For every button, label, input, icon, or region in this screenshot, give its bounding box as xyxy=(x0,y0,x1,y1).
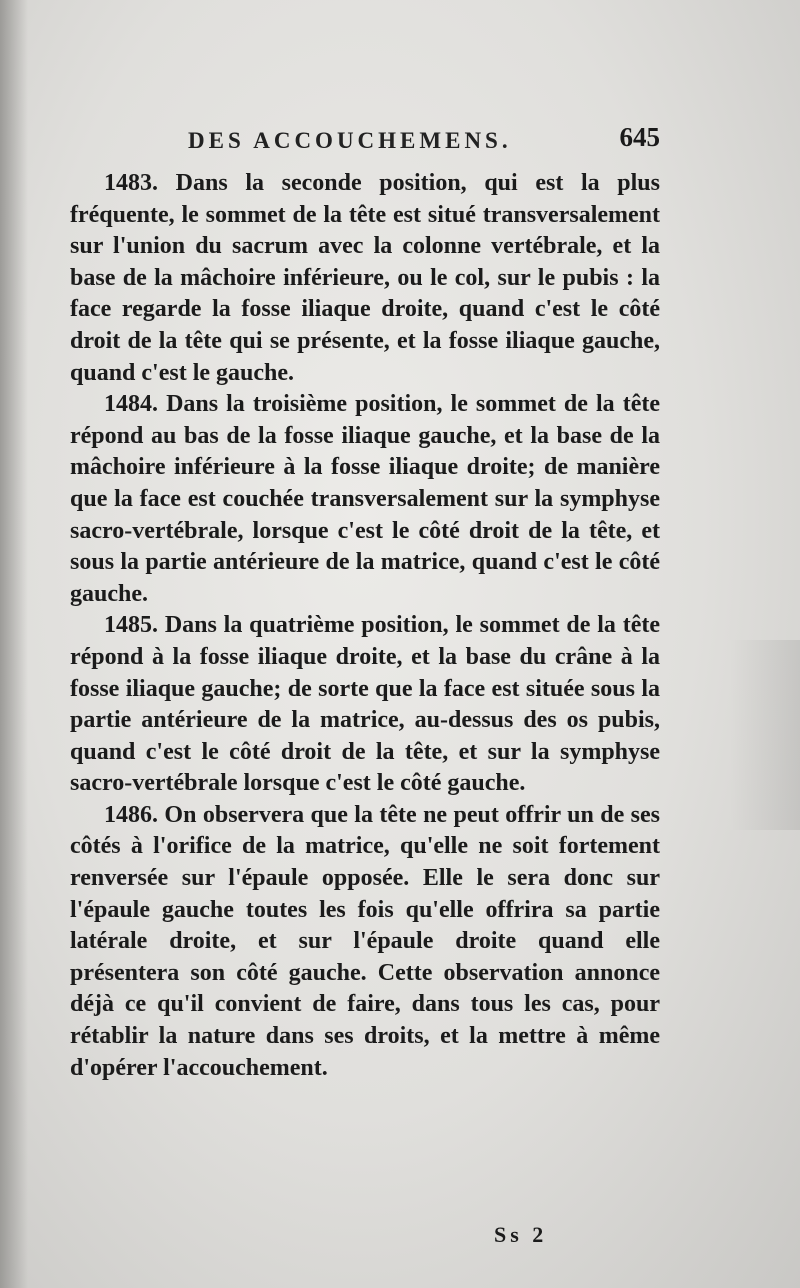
paragraph-number: 1485. xyxy=(104,612,158,639)
page-header xyxy=(70,122,670,164)
paragraph-1483 xyxy=(70,168,660,389)
running-title: DES ACCOUCHEMENS. xyxy=(188,128,512,153)
paragraph-1485 xyxy=(70,610,660,800)
paragraph-1484 xyxy=(70,389,660,610)
paragraph-number: 1483. xyxy=(104,170,158,196)
paragraph-number: 1484. xyxy=(104,391,158,418)
signature-mark: Ss 2 xyxy=(494,1222,548,1247)
paragraph-1486 xyxy=(70,800,660,1084)
page-number: 645 xyxy=(619,122,660,152)
paragraph-text: Dans la troisième position, le sommet de la tête répond au bas de la fosse iliaque gauche, et la base de la mâchoire inférieure à la fosse iliaque droite; de manière que la face est couchée transversalement sur la symphyse sacro-vertébrale, lorsque c'est le côté droit de la tête, et sous la partie antérieure de la matrice, quand c'est le côté gauche. xyxy=(70,391,661,607)
paragraph-text: Dans la quatrième position, le sommet de la tête répond à la fosse iliaque droite, et la base du crâne à la fosse iliaque gauche; de sorte que la face est située sous la partie antérieure de la matrice, au-dessus des os pubis, quand c'est le côté droit de la tête, et sur la symphyse sacro-vertébrale lorsque c'est le côté gauche. xyxy=(70,612,660,797)
body-text xyxy=(70,168,660,1084)
paragraph-number: 1486. xyxy=(104,801,158,828)
paragraph-text: On observera que la tête ne peut offrir un de ses côtés à l'orifice de la matrice, qu'elle ne soit fortement renversée sur l'épaule opposée. Elle le sera donc sur l'épaule gauche toutes les fois qu'elle offrira sa partie latérale droite, et sur l'épaule droite quand elle présentera son côté gauche. Cette observation annonce déjà ce qu'il convient de faire, dans tous les cas, pour rétablir la nature dans ses droits, et la mettre à même d'opérer l'accouchement. xyxy=(70,801,661,1081)
paragraph-text: Dans la seconde position, qui est la plus fréquente, le sommet de la tête est situé transversalement sur l'union du sacrum avec la colonne vertébrale, et la base de la mâchoire inférieure, ou le col, sur le pubis : la face regarde la fosse iliaque droite, quand c'est le côté droit de la tête qui se présente, et la fosse iliaque gauche, quand c'est le gauche. xyxy=(70,170,660,386)
page-gutter-shadow xyxy=(0,0,28,1288)
show-through-bleed xyxy=(730,640,800,830)
